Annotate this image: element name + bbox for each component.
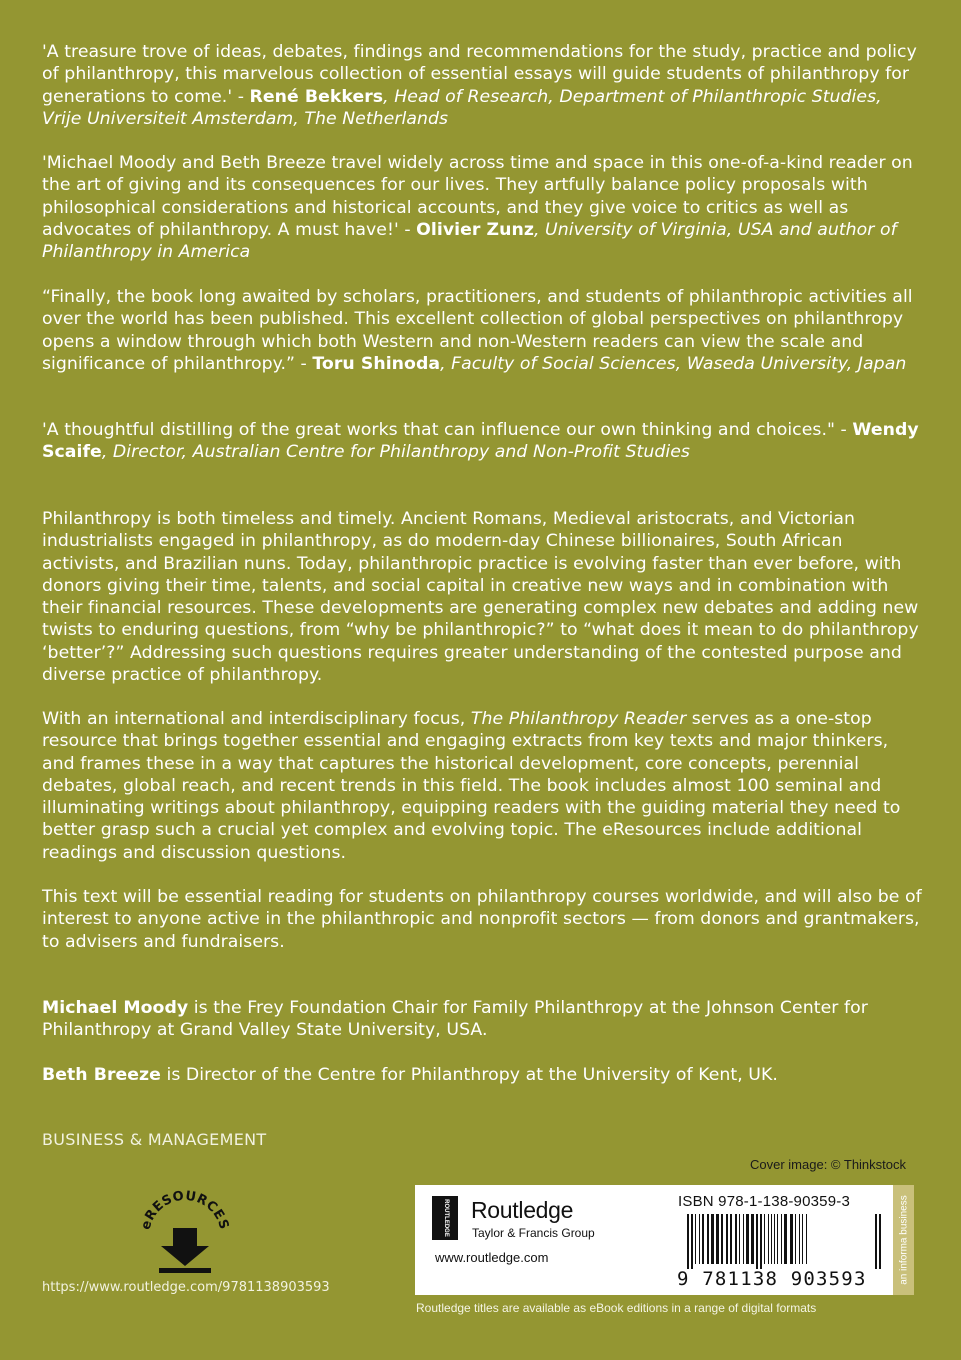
barcode-bar bbox=[764, 1214, 765, 1264]
barcode-bar bbox=[760, 1214, 762, 1269]
endorsement-quote: 'Michael Moody and Beth Breeze travel widely across time and space in this one-of-a-kind reader on the art of giving and its consequences for our lives. They artfully balance policy proposals with philosophical considerations and historical accounts, and they give voice to critics as well as advocates of philanthropy. A must have!' - bbox=[42, 153, 913, 240]
author-bio-breeze bbox=[42, 1064, 922, 1086]
barcode-bar bbox=[726, 1214, 728, 1264]
endorsement-zunz bbox=[42, 152, 922, 263]
informa-strip bbox=[893, 1185, 914, 1295]
endorsement-quote: 'A treasure trove of ideas, debates, findings and recommendations for the study, practice and policy of philanthropy, this marvelous collection of essential essays will guide students of philanthropy for generations to come.' - bbox=[42, 42, 917, 107]
subject-category: BUSINESS & MANAGEMENT bbox=[42, 1130, 267, 1149]
barcode-bar bbox=[691, 1214, 693, 1269]
description-paragraph bbox=[42, 708, 922, 864]
ebook-note: Routledge titles are available as eBook editions in a range of digital formats bbox=[416, 1301, 817, 1315]
barcode-bar bbox=[711, 1214, 714, 1264]
barcode-bar bbox=[756, 1214, 758, 1269]
barcode-bar bbox=[707, 1214, 709, 1264]
description-paragraph: Philanthropy is both timeless and timely. Ancient Romans, Medieval aristocrats, and Victorian industrialists engaged in philanthropy, as do modern-day Chinese billionaires, South African activists, and Brazilian nuns. Today, philanthropic practice is evolving faster than ever before, with donors giving their time, talents, and social capital in creative new ways and in combination with their financial resources. These developments are generating complex new debates and adding new twists to enduring questions, from “why be philanthropic?” to “what does it mean to do philanthropy ‘better’?” Addressing such questions requires greater understanding of the contested purpose and diverse practice of philanthropy. bbox=[42, 509, 919, 686]
endorser-affiliation: , University of Virginia, USA and author of Philanthropy in America bbox=[42, 219, 897, 263]
endorsement-bekkers bbox=[42, 41, 922, 130]
isbn-label: ISBN 978-1-138-90359-3 bbox=[678, 1193, 851, 1210]
informa-label: an informa business bbox=[898, 1195, 909, 1285]
eresources-logo bbox=[135, 1190, 235, 1280]
barcode-bar bbox=[702, 1214, 704, 1264]
endorser-name: Olivier Zunz bbox=[416, 219, 534, 240]
barcode-bar bbox=[781, 1214, 782, 1264]
endorsement-scaife bbox=[42, 419, 922, 464]
barcode-bar bbox=[784, 1214, 787, 1264]
author-name: Michael Moody bbox=[42, 998, 189, 1018]
barcode-bar bbox=[799, 1214, 800, 1264]
routledge-logo-icon bbox=[432, 1196, 458, 1240]
barcode-bar bbox=[716, 1214, 719, 1264]
barcode-bar bbox=[739, 1214, 740, 1264]
barcode-bar bbox=[735, 1214, 737, 1264]
barcode-bar bbox=[743, 1214, 744, 1264]
barcode-bar bbox=[751, 1214, 754, 1264]
description-text: With an international and interdisciplinary focus, bbox=[42, 709, 471, 729]
barcode-bar bbox=[695, 1214, 696, 1264]
book-title: The Philanthropy Reader bbox=[470, 709, 687, 729]
cover-credit: Cover image: © Thinkstock bbox=[750, 1157, 907, 1172]
barcode-bar bbox=[795, 1214, 796, 1264]
author-name: Beth Breeze bbox=[42, 1065, 161, 1085]
publisher-url[interactable]: www.routledge.com bbox=[435, 1250, 549, 1265]
endorser-name: Toru Shinoda bbox=[312, 353, 441, 374]
barcode-digits: 9 781138 903593 bbox=[677, 1268, 867, 1290]
description-text: serves as a one-stop resource that brings together essential and engaging extracts from key texts and major thinkers, and frames these in a way that captures the historical development, core concepts, perennial debates, global reach, and recent trends in this field. The book includes almost 100 seminal and illuminating writings about philanthropy, equipping readers with the guiding material they need to better grasp such a crucial yet complex and evolving topic. The eResources include additional readings and discussion questions. bbox=[42, 709, 901, 863]
download-arrow-icon bbox=[173, 1228, 197, 1248]
endorser-name: Wendy Scaife bbox=[42, 420, 919, 463]
download-tray-icon bbox=[159, 1268, 211, 1273]
endorsement-quote: “Finally, the book long awaited by scholars, practitioners, and students of philanthropic activities all over the world has been published. This excellent collection of global perspectives on philanthropy opens a window through which both Western and non-Western readers can view the scale and significance of philanthropy.” - bbox=[42, 287, 913, 374]
routledge-logo-text: ROUTLEDGE bbox=[443, 1199, 449, 1237]
publisher-name: Routledge bbox=[471, 1197, 574, 1223]
author-bio: is Director of the Centre for Philanthropy at the University of Kent, UK. bbox=[160, 1065, 778, 1085]
eresources-logo-text: eRESOURCES bbox=[138, 1190, 232, 1232]
endorsement-quote: 'A thoughtful distilling of the great works that can influence our own thinking and choices." - bbox=[42, 420, 853, 440]
barcode-bar bbox=[774, 1214, 775, 1264]
barcode-bar bbox=[721, 1214, 723, 1264]
description-paragraph: This text will be essential reading for students on philanthropy courses worldwide, and will also be of interest to anyone active in the philanthropic and nonprofit sectors — from donors and grantmakers, to advisers and fundraisers. bbox=[42, 887, 922, 952]
publisher-group: Taylor & Francis Group bbox=[472, 1226, 595, 1240]
barcode-bar bbox=[879, 1214, 881, 1269]
book-url-link[interactable]: https://www.routledge.com/9781138903593 bbox=[42, 1280, 330, 1295]
author-bio: is the Frey Foundation Chair for Family Philanthropy at the Johnson Center for Philanthropy at Grand Valley State University, USA. bbox=[42, 998, 868, 1041]
barcode-bar bbox=[806, 1214, 807, 1264]
author-bio-moody bbox=[42, 997, 922, 1042]
barcode-bar bbox=[790, 1214, 793, 1264]
barcode-bar bbox=[768, 1214, 769, 1264]
barcode-bar bbox=[777, 1214, 778, 1264]
barcode-bar bbox=[875, 1214, 877, 1269]
barcode bbox=[685, 1214, 883, 1269]
barcode-bar bbox=[802, 1214, 803, 1264]
download-arrow-head-icon bbox=[161, 1246, 209, 1266]
endorser-affiliation: , Head of Research, Department of Philanthropic Studies, Vrije Universiteit Amsterdam, The Netherlands bbox=[42, 86, 882, 129]
barcode-bar bbox=[699, 1214, 700, 1264]
barcode-bar bbox=[746, 1214, 749, 1264]
barcode-bar bbox=[730, 1214, 732, 1264]
barcode-bar bbox=[771, 1214, 772, 1264]
barcode-bar bbox=[687, 1214, 689, 1269]
endorser-affiliation: , Faculty of Social Sciences, Waseda University, Japan bbox=[440, 353, 907, 374]
endorser-name: René Bekkers bbox=[249, 86, 384, 107]
svg-text:eRESOURCES bbox=[139, 1190, 232, 1231]
endorsement-shinoda bbox=[42, 286, 922, 375]
barcode-panel bbox=[415, 1185, 893, 1295]
endorser-affiliation: , Director, Australian Centre for Philanthropy and Non-Profit Studies bbox=[101, 442, 690, 463]
